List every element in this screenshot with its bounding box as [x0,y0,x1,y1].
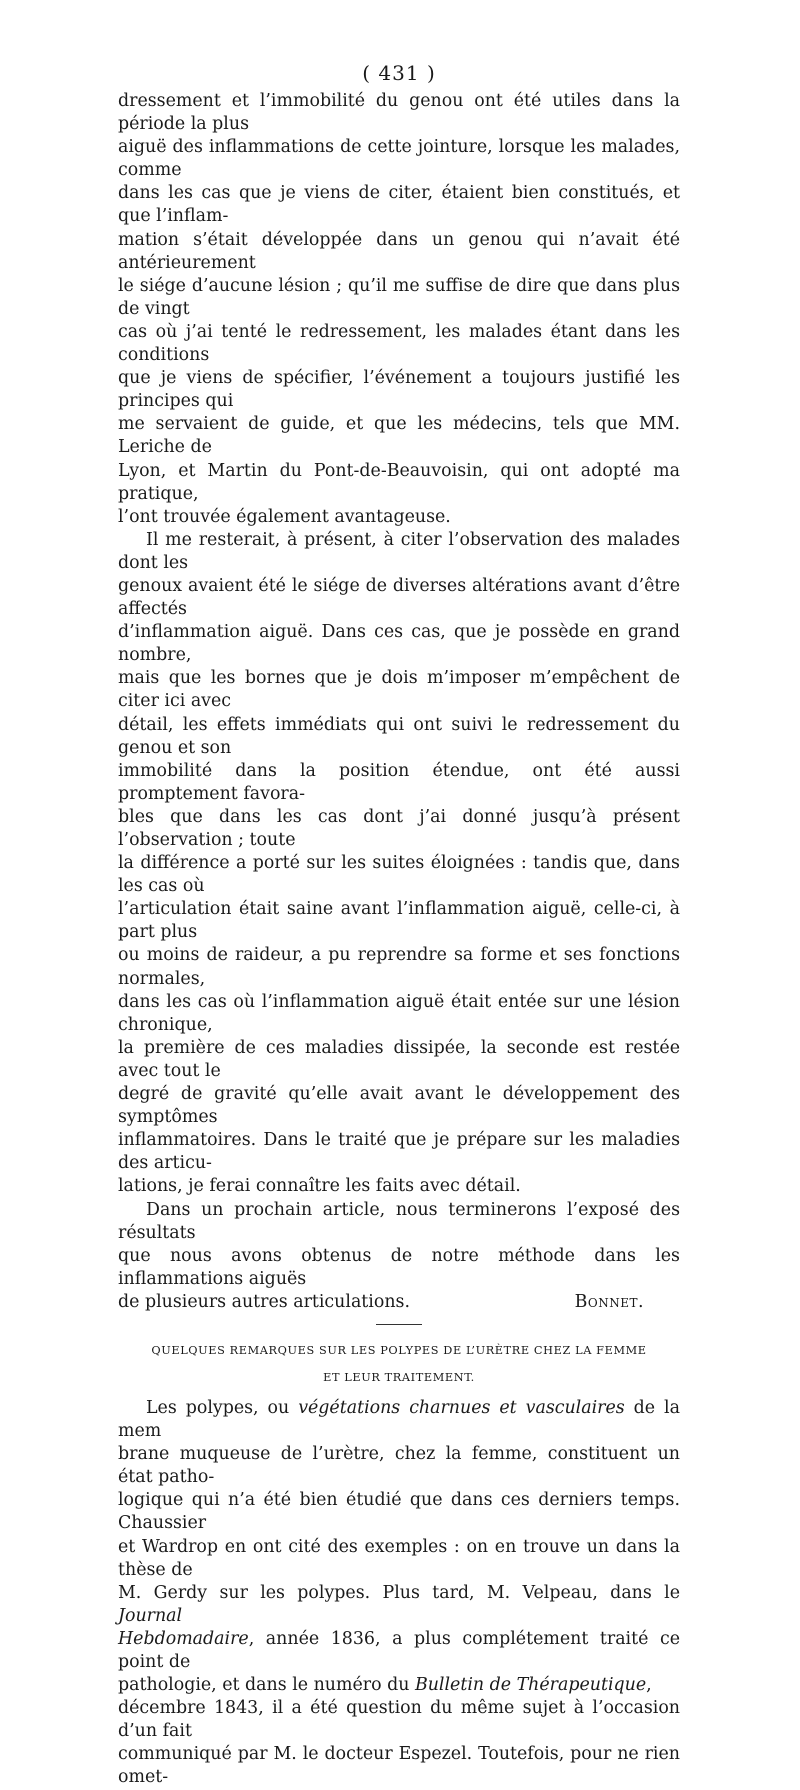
text-line: Dans un prochain article, nous terminerons l’exposé des résultats [118,1199,680,1243]
text-line [118,1674,680,1697]
text-line: communiqué par M. le docteur Espezel. Toutefois, pour ne rien omet- [118,1744,680,1788]
separator-rule [376,1324,422,1325]
text-line: mais que les bornes que je dois m’imposer m’empêchent de citer ici avec [118,668,680,712]
text-line: que je viens de spécifier, l’événement a toujours justifié les principes qui [118,368,680,412]
paragraph-3 [118,1199,680,1314]
text-line: immobilité dans la position étendue, ont été aussi promptement favora- [118,760,680,804]
text-line: brane muqueuse de l’urètre, chez la femme, constituent un état patho- [118,1444,680,1488]
text-line: dans les cas où l’inflammation aiguë était entée sur une lésion chronique, [118,991,680,1035]
article-title [118,1337,680,1391]
text-line [118,1628,680,1674]
text-line: lations, je ferai connaître les faits avec détail. [118,1176,521,1197]
text-line: le siége d’aucune lésion ; qu’il me suffise de dire que dans plus de vingt [118,275,680,319]
text-line: Lyon, et Martin du Pont-de-Beauvoisin, qui ont adopté ma pratique, [118,460,680,504]
text-line: Il me resterait, à présent, à citer l’observation des malades dont les [118,529,680,573]
text-line: d’inflammation aiguë. Dans ces cas, que je possède en grand nombre, [118,622,680,666]
page [118,58,680,1790]
text-line: logique qui n’a été bien étudié que dans ces derniers temps. Chaussier [118,1490,680,1534]
text-line: degré de gravité qu’elle avait avant le développement des symptômes [118,1084,680,1128]
text-run: pathologie, et dans le numéro du [118,1675,415,1696]
text-line: dressement et l’immobilité du genou ont été utiles dans la période la plus [118,91,680,135]
paragraph-2 [118,529,680,1199]
text-run: Les polypes, ou [146,1397,299,1418]
text-line: que nous avons obtenus de notre méthode dans les inflammations aiguës [118,1245,680,1289]
paragraph-1 [118,90,680,529]
author-signature: Bonnet. [574,1291,644,1312]
text-line: mation s’était développée dans un genou qui n’avait été antérieurement [118,229,680,273]
text-run: M. Gerdy sur les polypes. Plus tard, M. Velpeau, dans le [118,1582,680,1603]
text-line: dans les cas que je viens de citer, étaient bien constitués, et que l’inflam- [118,183,680,227]
emphasis-text: Hebdomadaire [118,1628,249,1649]
text-line: cas où j’ai tenté le redressement, les malades étant dans les conditions [118,321,680,366]
emphasis-text: végétations charnues et vasculaires [298,1397,625,1418]
text-line: ou moins de raideur, a pu reprendre sa forme et ses fonctions normales, [118,945,680,989]
text-line: me servaient de guide, et que les médecins, tels que MM. Leriche de [118,414,680,458]
text-line: et Wardrop en ont cité des exemples : on en trouve un dans la thèse de [118,1536,680,1580]
text-line: aiguë des inflammations de cette jointure, lorsque les malades, comme [118,137,680,181]
text-line [118,1582,680,1628]
text-line: l’ont trouvée également avantageuse. [118,506,451,527]
text-line: de plusieurs autres articulations. [118,1291,410,1312]
text-line: la première de ces maladies dissipée, la seconde est restée avec tout le [118,1037,680,1081]
page-number: ( 431 ) [362,61,436,85]
text-line: décembre 1843, il a été question du même sujet à l’occasion d’un fait [118,1698,680,1742]
text-line: inflammatoires. Dans le traité que je prépare sur les maladies des articu- [118,1130,680,1174]
text-run: , année 1836, a plus complétement traité ce point de [118,1628,680,1672]
text-run: , [646,1675,652,1696]
text-line [118,1397,680,1443]
article-title-line: ET LEUR TRAITEMENT. [323,1370,475,1384]
text-line: l’articulation était saine avant l’inflammation aiguë, celle-ci, à part plus [118,899,680,943]
paragraph-4 [118,1397,680,1790]
text-line: genoux avaient été le siége de diverses altérations avant d’être affectés [118,575,680,620]
text-line: bles que dans les cas dont j’ai donné jusqu’à présent l’observation ; toute [118,806,680,850]
article-title-line: QUELQUES REMARQUES SUR LES POLYPES DE L’URÈTRE CHEZ LA FEMME [151,1343,647,1357]
emphasis-text: Journal [118,1605,183,1626]
closing-line [118,1291,680,1314]
emphasis-text: Bulletin de Thérapeutique [414,1675,647,1696]
text-line: la différence a porté sur les suites éloignées : tandis que, dans les cas où [118,853,680,897]
text-run: de la mem [118,1397,680,1442]
text-line: détail, les effets immédiats qui ont suivi le redressement du genou et son [118,714,680,758]
